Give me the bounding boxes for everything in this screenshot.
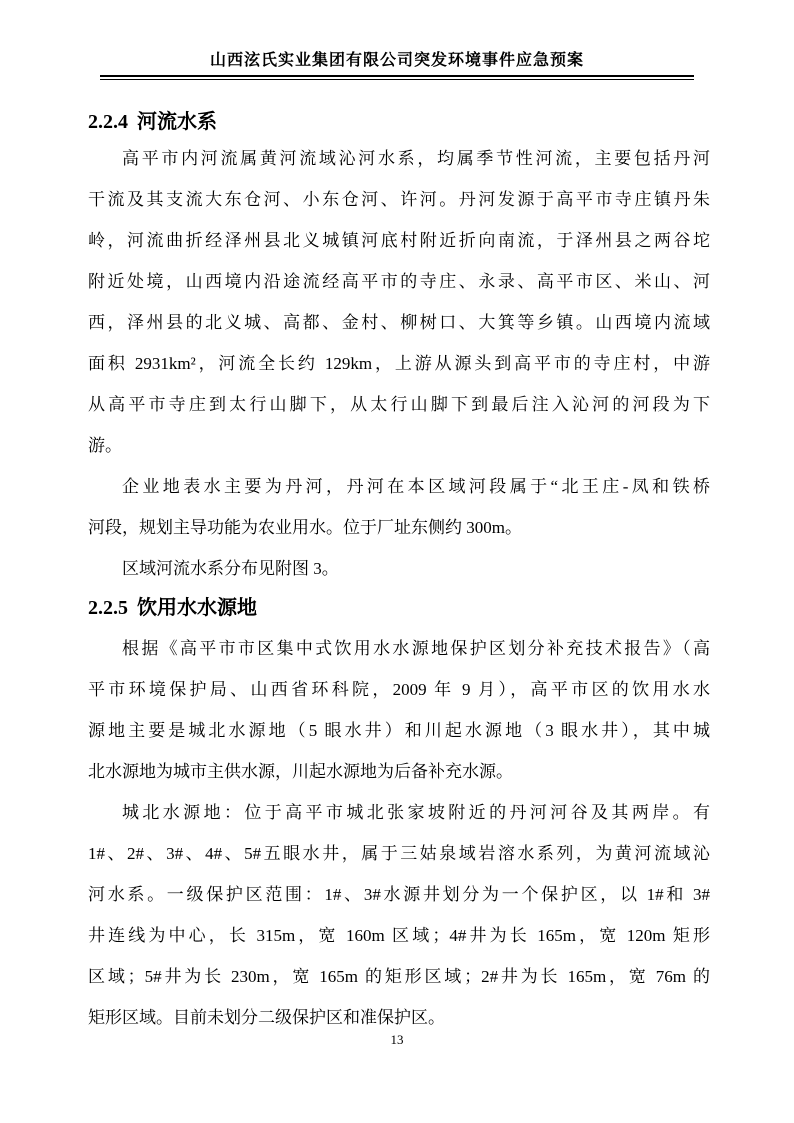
paragraph xyxy=(88,792,710,1038)
section-heading-number: 2.2.4 xyxy=(88,111,128,133)
paragraph-line: 附近处境，山西境内沿途流经高平市的寺庄、永录、高平市区、米山、河 xyxy=(88,272,710,291)
paragraph-line: 河段，规划主导功能为农业用水。位于厂址东侧约 300m。 xyxy=(88,518,522,537)
paragraph-line: 干流及其支流大东仓河、小东仓河、许河。丹河发源于高平市寺庄镇丹朱 xyxy=(88,190,710,209)
page-header-title: 山西泫氏实业集团有限公司突发环境事件应急预案 xyxy=(209,52,584,69)
page-number: 13 xyxy=(390,1032,404,1047)
paragraph-line: 根据《高平市市区集中式饮用水水源地保护区划分补充技术报告》（高 xyxy=(122,639,710,658)
header-double-rule xyxy=(100,75,694,80)
section-heading-water xyxy=(88,589,710,628)
paragraph-line: 区域河流水系分布见附图 3。 xyxy=(122,559,339,578)
paragraph-line: 北水源地为城市主供水源，川起水源地为后备补充水源。 xyxy=(88,762,513,781)
paragraph-line: 从高平市寺庄到太行山脚下，从太行山脚下到最后注入沁河的河段为下 xyxy=(88,395,710,414)
paragraph xyxy=(88,628,710,792)
section-heading-text: 饮用水水源地 xyxy=(137,597,257,619)
paragraph-line: 企业地表水主要为丹河，丹河在本区域河段属于“北王庄-凤和铁桥 xyxy=(122,477,710,496)
paragraph-line: 1#、2#、3#、4#、5#五眼水井，属于三姑泉域岩溶水系列，为黄河流域沁 xyxy=(88,844,710,863)
paragraph-line: 平市环境保护局、山西省环科院，2009 年 9 月），高平市区的饮用水水 xyxy=(88,680,710,699)
paragraph xyxy=(88,466,710,548)
paragraph-line: 源地主要是城北水源地（5 眼水井）和川起水源地（3 眼水井），其中城 xyxy=(88,721,710,740)
section-heading-text: 河流水系 xyxy=(137,111,217,133)
paragraph-line: 面积 2931km²，河流全长约 129km，上游从源头到高平市的寺庄村，中游 xyxy=(88,354,710,373)
paragraph-line: 井连线为中心，长 315m，宽 160m 区域；4#井为长 165m，宽 120m 矩形 xyxy=(88,926,710,945)
paragraph-line: 游。 xyxy=(88,436,122,455)
paragraph-line: 城北水源地：位于高平市城北张家坡附近的丹河河谷及其两岸。有 xyxy=(122,803,710,822)
header-rule-thin-line xyxy=(100,79,694,80)
section-heading-river xyxy=(88,106,710,138)
paragraph xyxy=(88,548,710,589)
content-area xyxy=(88,106,710,1038)
paragraph-line: 矩形区域。目前未划分二级保护区和准保护区。 xyxy=(88,1008,445,1027)
paragraph-line: 高平市内河流属黄河流域沁河水系，均属季节性河流，主要包括丹河 xyxy=(122,149,710,168)
paragraph-line: 岭，河流曲折经泽州县北义城镇河底村附近折向南流，于泽州县之两谷坨 xyxy=(88,231,710,250)
paragraph xyxy=(88,138,710,466)
paragraph-line: 河水系。一级保护区范围：1#、3#水源井划分为一个保护区，以 1#和 3# xyxy=(88,885,710,904)
section-heading-number: 2.2.5 xyxy=(88,597,128,619)
paragraph-line: 区域；5#井为长 230m，宽 165m 的矩形区域；2#井为长 165m，宽 76m 的 xyxy=(88,967,710,986)
paragraph-line: 西，泽州县的北义城、高都、金村、柳树口、大箕等乡镇。山西境内流域 xyxy=(88,313,710,332)
